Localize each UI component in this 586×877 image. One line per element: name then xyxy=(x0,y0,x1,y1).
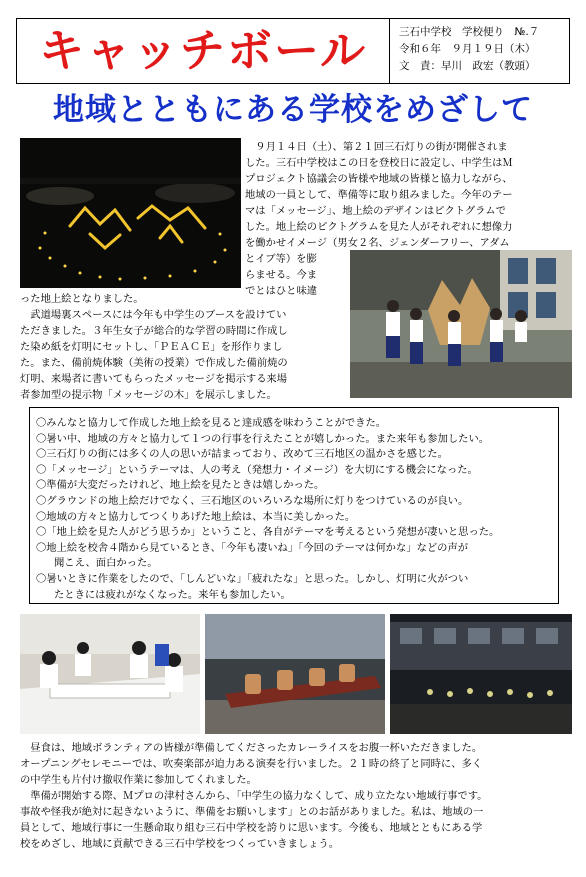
impression-item-continued: 聞こえ、面白かった。 xyxy=(54,557,158,570)
text-line: ただきました。３年生女子が総合的な学習の時間に作成し xyxy=(20,325,288,337)
text-line: オープニングセレモニーでは、吹奏楽部が迫力ある演奏を行いました。２１時の終了と同時に、多く xyxy=(20,758,483,770)
impression-item: 〇暑い中、地域の方々と協力して１つの行事を行えたことが嬉しかった。また来年も参加したい。 xyxy=(36,432,490,445)
photo-evening-ceremony xyxy=(390,614,572,734)
text-line: 灯明、来場者に書いてもらったメッセージを掲示する来場 xyxy=(20,373,288,385)
school-line: 三石中学校 学校便り №.７ xyxy=(399,26,540,38)
date-line: 令和６年 ９月１９日（木） xyxy=(399,43,536,55)
text-line: た染め紙を灯明にセットし、「ＰＥＡＣＥ」を形作りまし xyxy=(20,341,283,353)
text-line: った地上絵となりました。 xyxy=(20,293,144,305)
impression-item: 〇「地上絵を見た人がどう思うか」ということ、各自がテーマを考えるという発想が凄いと思った。 xyxy=(36,526,500,539)
text-line: でとはひと味違 xyxy=(245,285,318,297)
newsletter-info xyxy=(399,24,539,75)
photo-lunch xyxy=(20,614,200,734)
text-line: を働かせイメージ（男女２名、ジェンダーフリー、アダム xyxy=(245,237,510,249)
text-line: した。三石中学校はこの日を登校日に設定し、中学生はＭ xyxy=(245,157,513,169)
impression-item: 〇みんなと協力して作成した地上絵を見ると達成感を味わうことができた。 xyxy=(36,417,387,429)
impression-item: 〇地上絵を校舎４階から見ているとき、「今年も凄いね」「今回のテーマは何かな」などの声が xyxy=(36,541,469,554)
text-line: した。地上絵のピクトグラムを見た人がそれぞれに想像力 xyxy=(245,221,513,233)
impression-item: 〇地域の方々と協力してつくりあげた地上絵は、本当に美しかった。 xyxy=(36,510,356,523)
text-line: 昼食は、地域ボランティアの皆様が準備してくださったカレーライスをお腹一杯いただきました。 xyxy=(20,742,483,754)
headline: 地域とともにある学校をめざして xyxy=(53,92,533,128)
impression-item-continued: たときには疲れがなくなった。来年も参加したい。 xyxy=(54,588,291,601)
text-line: 準備が開始する際、Ｍプロの津村さんから、「中学生の協力なくして、成り立たない地域行事です。 xyxy=(20,790,488,802)
impression-item: 〇「メッセージ」というテーマは、人の考え（発想力・イメージ）を大切にする機会になった。 xyxy=(36,463,478,476)
text-line: ９月１４日（土）、第２１回三石灯りの街が開催されま xyxy=(245,141,508,153)
text-line: の中学生も片付け撤収作業に参加してくれました。 xyxy=(20,774,257,786)
photo-ground-art-night xyxy=(20,138,241,288)
text-line: マは「メッセージ」、地上絵のデザインはピクトグラムで xyxy=(245,205,506,217)
text-line: 地域の一員として、準備等に取り組みました。今年のテー xyxy=(245,189,513,201)
author-line: 文 責：早川 政宏（教頭） xyxy=(399,60,536,72)
newsletter-title: キャッチボール xyxy=(17,19,390,83)
text-line: た。また、備前焼体験（美術の授業）で作成した備前焼の xyxy=(20,357,288,369)
text-line: 員として、地域行事に一生懸命取り組む三石中学校を誇りに思います。今後も、地域とともにある学 xyxy=(20,822,483,834)
impression-item: 〇グラウンドの地上絵だけでなく、三石地区のいろいろな場所に灯りをつけているのが良い。 xyxy=(36,494,469,507)
text-line: らませる。今ま xyxy=(245,269,318,281)
text-line: とイブ等）を膨 xyxy=(245,253,317,265)
masthead xyxy=(16,18,570,84)
impression-item: 〇三石灯りの街には多くの人の思いが詰まっており、改めて三石地区の温かさを感じた。 xyxy=(36,448,448,461)
student-impressions-box xyxy=(29,407,559,604)
text-line: 者参加型の提示物「メッセージの木」を展示しました。 xyxy=(20,389,277,401)
closing-paragraphs xyxy=(20,740,487,852)
photo-lanterns-table xyxy=(205,614,385,734)
text-line: プロジェクト協議会の皆様や地域の皆様と協力しながら、 xyxy=(245,173,513,185)
text-line: 校をめざし、地域に貢献できる三石中学校をつくっていきましょう。 xyxy=(20,838,339,850)
article-paragraph-2 xyxy=(20,291,288,403)
impression-item: 〇暑いときに作業をしたので、「しんどいな」「疲れたな」と思った。しかし、灯明に火がつい xyxy=(36,572,469,585)
text-line: 武道場裏スペースには今年も中学生のブースを設けてい xyxy=(20,309,287,321)
text-line: 事故や怪我が絶対に起きないように、準備をお願いします」とのお話がありました。私は、地域の一 xyxy=(20,806,484,818)
impression-item: 〇準備が大変だったけれど、地上絵を見たときは嬉しかった。 xyxy=(36,479,325,492)
photo-students-message-tree xyxy=(350,250,572,398)
